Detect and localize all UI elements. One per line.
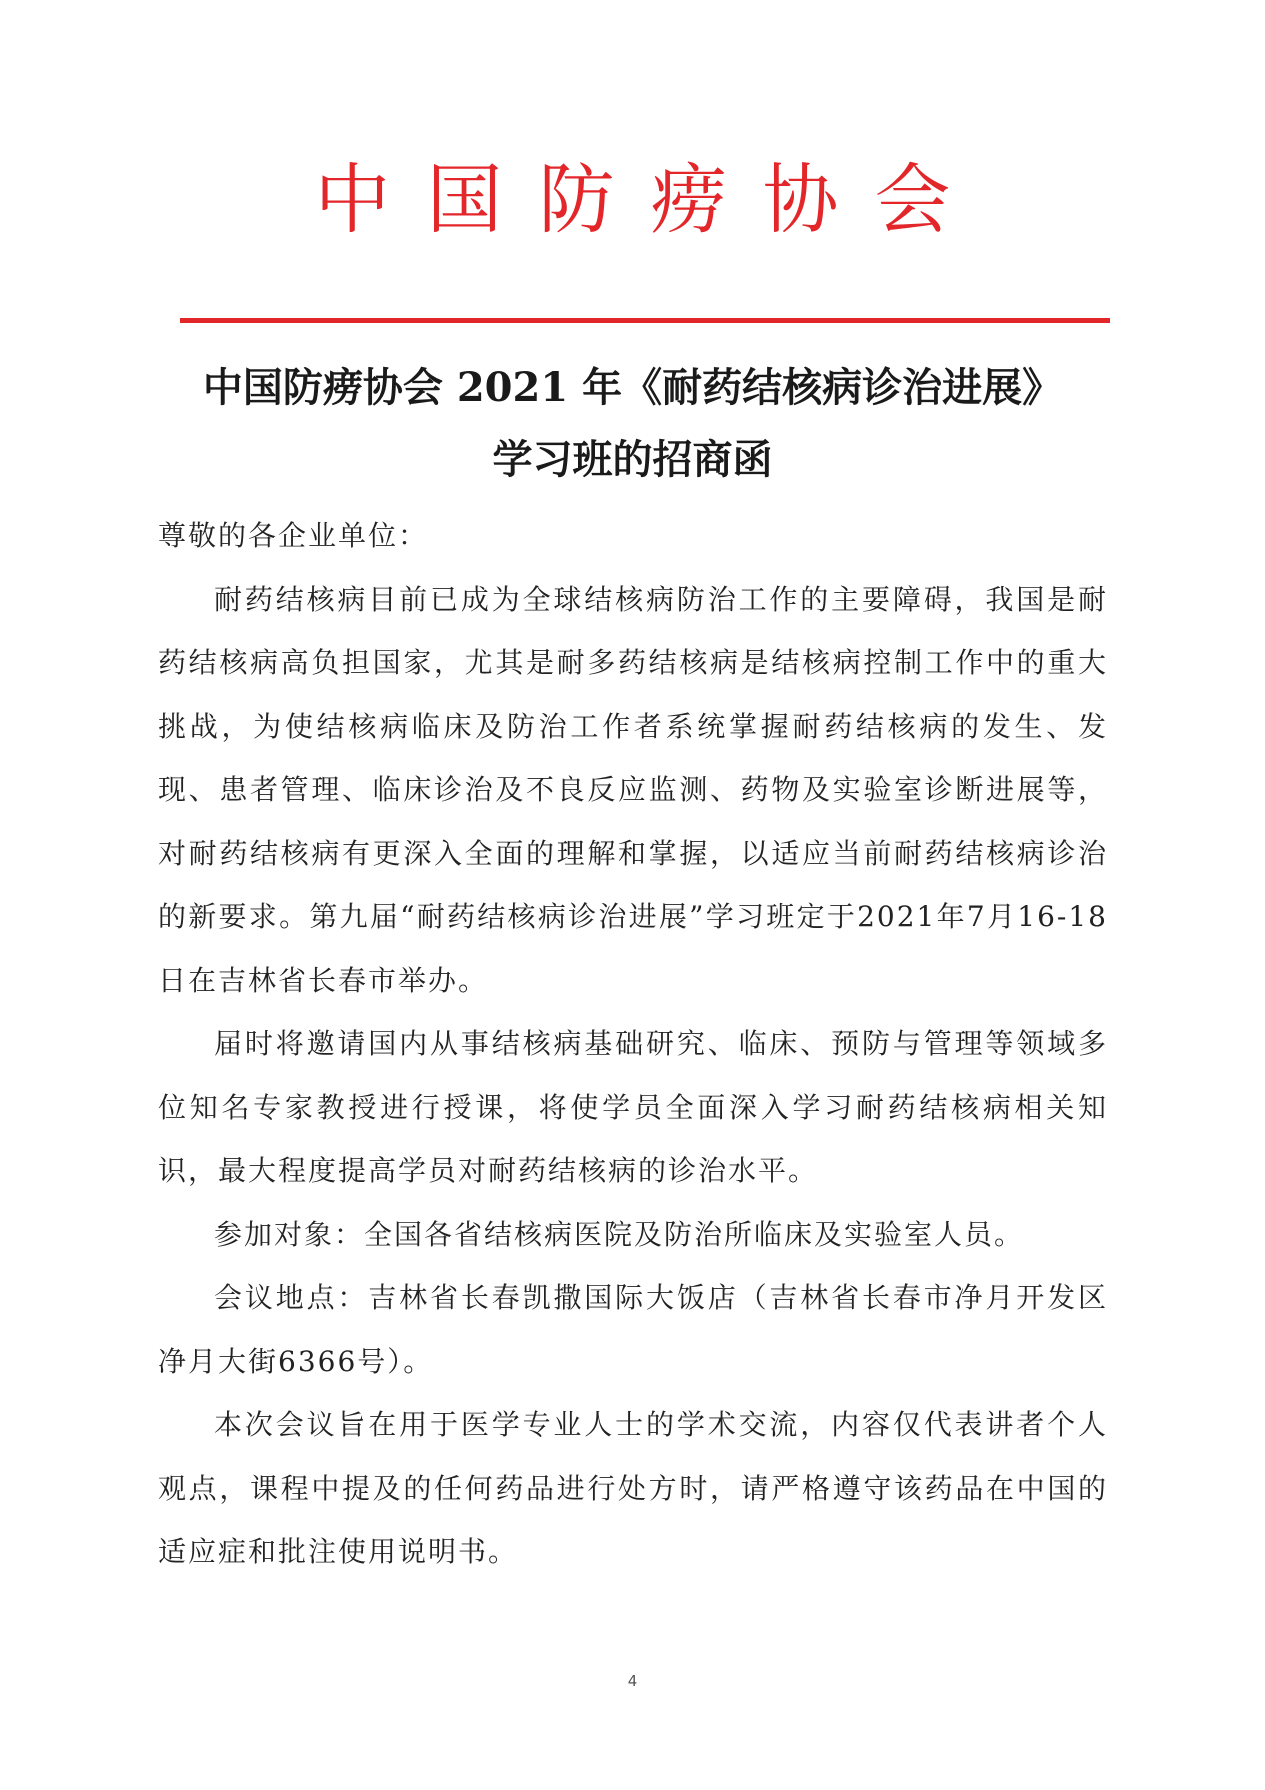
salutation: 尊敬的各企业单位： bbox=[158, 519, 429, 552]
document-title bbox=[150, 352, 1115, 496]
page-number: 4 bbox=[627, 1672, 638, 1690]
document-title-line-2: 学习班的招商函 bbox=[492, 436, 773, 483]
paragraph-speakers: 届时将邀请国内从事结核病基础研究、临床、预防与管理等领域多位知名专家教授进行授课，将使学员全面深入学习耐药结核病相关知识，最大程度提高学员对耐药结核病的诊治水平。 bbox=[158, 1027, 1108, 1187]
paragraph-venue: 会议地点：吉林省长春凯撒国际大饭店（吉林省长春市净月开发区净月大街6366号）。 bbox=[158, 1281, 1108, 1378]
paragraph-background: 耐药结核病目前已成为全球结核病防治工作的主要障碍，我国是耐药结核病高负担国家，尤其是耐多药结核病是结核病控制工作中的重大挑战，为使结核病临床及防治工作者系统掌握耐药结核病的发生、发现、患者管理、临床诊治及不良反应监测、药物及实验室诊断进展等，对耐药结核病有更深入全面的理解和掌握，以适应当前耐药结核病诊治的新要求。第九届“耐药结核病诊治进展”学习班定于2021年7月16-18 日在吉林省长春市举办。 bbox=[158, 582, 1108, 997]
letterhead-org-name: 中国防痨协会 bbox=[314, 155, 987, 244]
paragraph-participants: 参加对象：全国各省结核病医院及防治所临床及实验室人员。 bbox=[214, 1217, 1025, 1251]
paragraph-disclaimer: 本次会议旨在用于医学专业人士的学术交流，内容仅代表讲者个人观点，课程中提及的任何药品进行处方时，请严格遵守该药品在中国的适应症和批注使用说明书。 bbox=[158, 1408, 1108, 1568]
letter-body bbox=[158, 504, 1108, 1584]
letterhead-divider bbox=[180, 318, 1110, 323]
document-title-line-1: 中国防痨协会 2021 年《耐药结核病诊治进展》 bbox=[202, 364, 1063, 411]
